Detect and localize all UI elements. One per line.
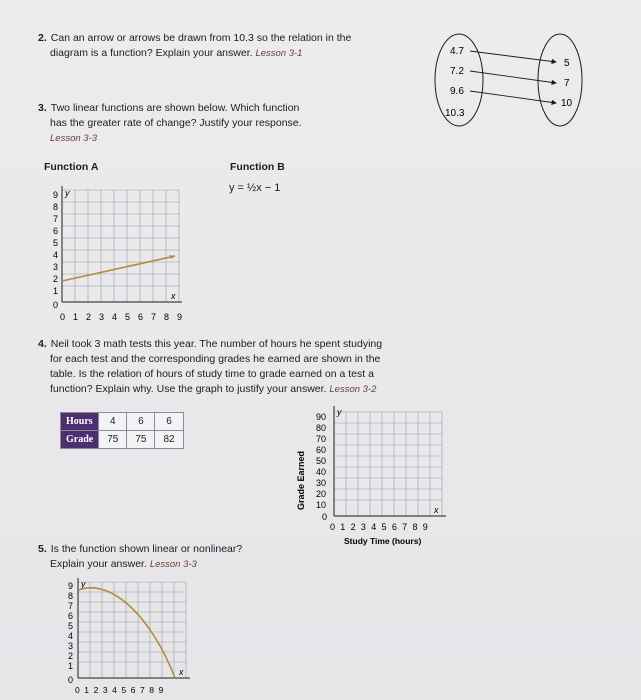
x-tick: 3 (99, 312, 105, 322)
y-tick: 50 (316, 456, 327, 466)
x-tick: 0 (60, 312, 66, 322)
grade-header: Grade (61, 431, 99, 449)
x-tick-labels: 0 1 2 3 4 5 6 7 8 9 (330, 522, 430, 532)
x-tick-labels: 0 1 2 3 4 5 6 7 8 9 (75, 685, 165, 695)
y-axis-label: y (81, 579, 86, 589)
y-axis-label: y (337, 407, 342, 417)
range-oval (538, 34, 582, 126)
y-tick: 4 (68, 631, 74, 641)
domain-value: 9.6 (450, 86, 464, 97)
q2-line2: diagram is a function? Explain your answer. (50, 47, 253, 59)
grid (334, 412, 442, 516)
study-grade-graph (292, 406, 462, 556)
y-tick: 10 (316, 500, 327, 510)
y-tick: 9 (53, 190, 59, 200)
q3-line2: has the greater rate of change? Justify your response. (50, 117, 302, 129)
q5-line2: Explain your answer. (50, 558, 147, 570)
y-tick-labels (68, 581, 73, 685)
function-a-graph (40, 186, 190, 326)
y-axis-label: y (65, 188, 70, 198)
grid (62, 190, 179, 302)
hours-cell: 6 (127, 413, 155, 431)
nonlinear-graph (62, 578, 212, 698)
y-tick: 0 (53, 300, 59, 310)
q4-line1: Neil took 3 math tests this year. The number of hours he spent studying (50, 338, 383, 350)
y-tick: 1 (53, 286, 59, 296)
y-tick-labels (316, 412, 327, 522)
grade-cell: 82 (155, 431, 183, 449)
y-tick: 1 (68, 661, 74, 671)
x-tick: 1 (73, 312, 79, 322)
q3-lesson: Lesson 3-3 (50, 133, 98, 144)
x-tick: 5 (125, 312, 131, 322)
mapping-diagram (432, 32, 592, 132)
y-tick: 80 (316, 423, 327, 433)
y-tick: 30 (316, 478, 327, 488)
range-value: 10 (561, 98, 573, 109)
table-row (61, 431, 184, 449)
domain-value: 4.7 (450, 46, 464, 57)
y-tick: 40 (316, 467, 327, 477)
q2-lesson: Lesson 3-1 (255, 48, 303, 59)
grade-cell: 75 (127, 431, 155, 449)
domain-value: 10.3 (445, 108, 465, 119)
x-tick: 7 (151, 312, 157, 322)
y-tick: 7 (53, 214, 59, 224)
q2-number: 2. (38, 32, 47, 44)
y-tick: 90 (316, 412, 327, 422)
x-tick: 4 (112, 312, 118, 322)
q4-line2: for each test and the corresponding grades he earned are shown in the (50, 353, 381, 365)
y-tick: 70 (316, 434, 327, 444)
q4-line3: table. Is the relation of hours of study time to grade earned on a test a (50, 368, 374, 380)
grade-cell: 75 (99, 431, 127, 449)
y-tick: 9 (68, 581, 74, 591)
y-tick: 0 (322, 512, 328, 522)
y-tick: 8 (53, 202, 59, 212)
y-tick-labels (53, 190, 58, 310)
y-tick: 5 (68, 621, 74, 631)
q5-number: 5. (38, 543, 47, 555)
y-tick: 2 (53, 274, 59, 284)
y-tick: 2 (68, 651, 74, 661)
hours-grade-table (60, 412, 184, 449)
y-tick: 7 (68, 601, 74, 611)
y-tick: 6 (68, 611, 74, 621)
y-tick: 4 (53, 250, 59, 260)
range-value: 5 (564, 58, 570, 69)
x-tick-labels (60, 312, 182, 322)
nonlinear-curve (79, 588, 175, 678)
x-axis-label: x (171, 291, 176, 301)
question-4 (38, 337, 458, 397)
q3-number: 3. (38, 102, 47, 114)
q5-lesson: Lesson 3-3 (149, 559, 197, 570)
q4-line4: function? Explain why. Use the graph to justify your answer. (50, 383, 327, 395)
table-row (61, 413, 184, 431)
function-b-equation: y = ½x − 1 (229, 182, 281, 194)
question-2 (38, 31, 428, 61)
hours-cell: 4 (99, 413, 127, 431)
x-axis-label: x (179, 667, 184, 677)
question-5 (38, 542, 338, 572)
y-tick: 8 (68, 591, 74, 601)
y-axis-title: Grade Earned (296, 450, 306, 510)
y-tick: 20 (316, 489, 327, 499)
x-axis-title: Study Time (hours) (344, 536, 422, 546)
q5-line1: Is the function shown linear or nonlinear? (50, 543, 243, 555)
hours-cell: 6 (155, 413, 183, 431)
y-tick: 3 (68, 641, 74, 651)
q3-line1: Two linear functions are shown below. Which function (50, 102, 300, 114)
function-a-line (62, 256, 175, 281)
mapping-arrow (470, 51, 556, 62)
x-tick: 6 (138, 312, 144, 322)
q4-number: 4. (38, 338, 47, 350)
y-tick: 3 (53, 262, 59, 272)
q4-lesson: Lesson 3-2 (329, 384, 377, 395)
mapping-arrow (470, 91, 556, 103)
y-tick: 60 (316, 445, 327, 455)
x-tick: 8 (164, 312, 170, 322)
question-3 (38, 101, 418, 146)
x-tick: 9 (177, 312, 183, 322)
function-a-label: Function A (44, 161, 99, 173)
q2-line1: Can an arrow or arrows be drawn from 10.3 so the relation in the (50, 32, 352, 44)
y-tick: 5 (53, 238, 59, 248)
hours-header: Hours (61, 413, 99, 431)
x-axis-label: x (434, 505, 439, 515)
domain-value: 7.2 (450, 66, 464, 77)
function-b-label: Function B (230, 161, 285, 173)
y-tick: 0 (68, 675, 74, 685)
y-tick: 6 (53, 226, 59, 236)
range-value: 7 (564, 78, 570, 89)
x-tick: 2 (86, 312, 92, 322)
